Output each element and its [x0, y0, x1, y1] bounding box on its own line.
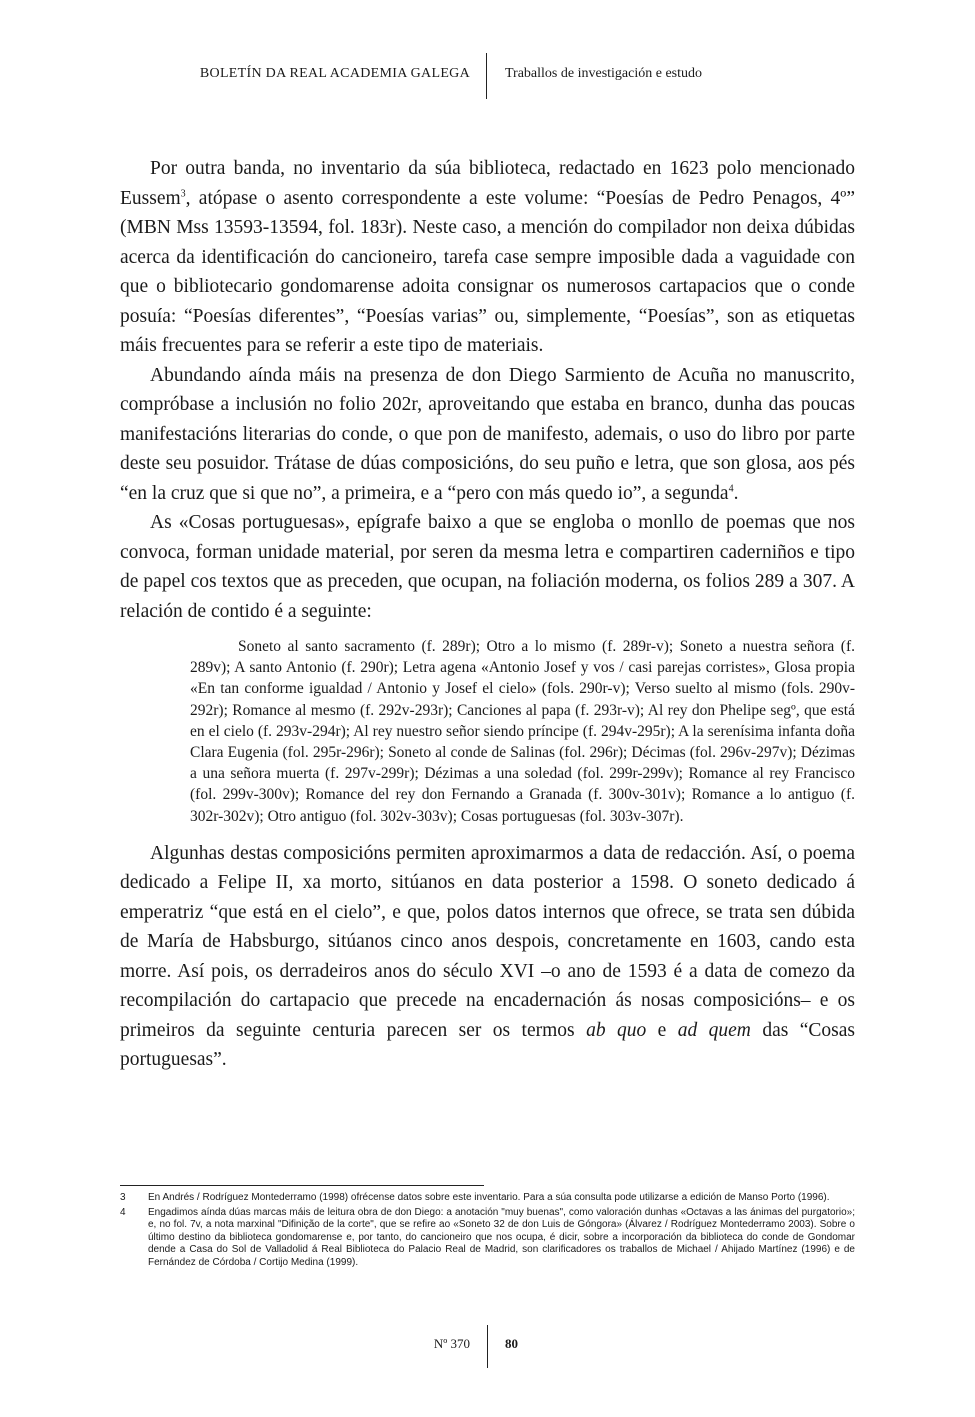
footnote-ref-4[interactable]: 4 [728, 483, 734, 494]
paragraph-1: Por outra banda, no inventario da súa biblioteca, redactado en 1623 polo mencionado Eussem$^3$, atópase o asento correspondente a este volume: “Poesías de Pedro Penagos, 4º” (MBN Mss 13593-13594, fol. 183r). Neste caso, a mención do compilador non deixa dúbidas acerca da identificación do cancioneiro, tarefa case sempre imposible dada a vaguidade con que o bibliotecario gondomarense adoita consignar os numerosos cartapacios que o conde posuía: “Poesías diferentes”, “Poesías varias” ou, simplemente, “Poesías”, son as etiquetas máis frecuentes para se referir a este tipo de materiais. [120, 158, 855, 356]
footnote-ref-3[interactable]: 3 [180, 188, 186, 199]
page-number: 80 [505, 1336, 518, 1351]
block-quote-contents: Soneto al santo sacramento (f. 289r); Otro a lo mismo (f. 289r-v); Soneto a nuestra señora (f. 289v); A santo Antonio (f. 290r); Letra agena «Antonio Josef y vos / casi parejas corristes», Glosa propia «En tan conforme igualdad / Antonio y Josef el cielo» (fols. 290r-v); Verso suelto al mismo (fols. 290v-292r); Romance al mesmo (f. 292v-293r); Canciones al papa (f. 293r-v); Al rey don Phelipe segº, que está en el cielo (f. 293v-294r); Al rey nuestro señor siendo príncipe (f. 294v-295r); A la serenísima infanta doña Clara Eugenia (fol. 295r-296r); Soneto al conde de Salinas (fol. 296r); Décimas (fol. 296v-297v); Dézimas a una señora muerta (f. 297v-299r); Dézimas a una soledad (fol. 299r-299v); Romance al rey Francisco (fol. 299v-300v); Romance del rey don Fernando a Granada (f. 300v-301v); Romance a lo antiguo (f. 302r-302v); Otro antiguo (fol. 302v-303v); Cosas portuguesas (fol. 303v-307r). [190, 638, 855, 825]
footnotes [120, 1192, 855, 1271]
journal-title: BOLETÍN DA REAL ACADEMIA GALEGA [199, 66, 470, 81]
footnote-text: Engadimos aínda dúas marcas máis de leitura obra de don Diego: a anotación "muy buenas", como valoración dunhas «Octavas a las ánimas del purgatorio»; e, no fol. 7v, a nota marxinal "Difinição de la corte", que se refire ao «Soneto 32 de don Luis de Góngora» (Álvarez / Rodríguez Montederramo 2003). Sobre o último destino da biblioteca gondomarense e, por tanto, do cancioneiro que nos ocupa, é dicir, sobre a incorporación da biblioteca do conde de Gondomar dende a Casa do Sol de Valladolid á Real Biblioteca do Palacio Real de Madrid, son clarificadores os traballos de Michael / Ahijado Martínez (1996) e de Fernández de Córdoba / Cortijo Medina (1999). [148, 1206, 855, 1268]
running-header [0, 50, 975, 100]
issue-number: Nº 370 [433, 1336, 470, 1351]
footnote-4 [120, 1207, 855, 1270]
running-footer [0, 1325, 975, 1370]
paragraph-4: Algunhas destas composicións permiten aproximarmos a data de redacción. Así, o poema dedicado a Felipe II, xa morto, sitúanos en data posterior a 1598. O soneto dedicado á emperatriz “que está en el cielo”, e que, polos datos internos que ofrece, se trata sen dúbida de María de Habsburgo, sitúanos cinco anos despois, concretamente en 1603, cando esta morre. Así pois, os derradeiros anos do século XVI –o ano de 1593 é a data de comezo da recompilación do cartapacio que precede na encadernación ás nosas composicións– e os primeiros da seguinte centuria parecen ser os termos ab quo e ad quem das “Cosas portuguesas”. [120, 842, 855, 1071]
footnote-number: 4 [120, 1206, 126, 1218]
footnote-3 [120, 1192, 855, 1205]
footnote-text: En Andrés / Rodríguez Montederramo (1998) ofrécense datos sobre este inventario. Para a súa consulta pode utilizarse a edición de Manso Porto (1996). [148, 1192, 830, 1203]
paragraph-2: Abundando aínda máis na presenza de don Diego Sarmiento de Acuña no manuscrito, compróbase a inclusión no folio 202r, aproveitando que estaba en branco, dunha das poucas manifestacións literarias do conde, o que pon de manifesto, ademais, o uso do libro por parte deste seu posuidor. Trátase de dúas composicións, do seu puño e letra, que son glosa, aos pés “en la cruz que si que no”, a primeira, e a “pero con más quedo io”, a segunda$^4$. [120, 364, 855, 504]
footer-divider [487, 1325, 488, 1368]
main-text [120, 154, 855, 1075]
footnote-number: 3 [120, 1192, 126, 1203]
section-title: Traballos de investigación e estudo [505, 66, 703, 81]
footnote-divider [120, 1185, 484, 1186]
paragraph-3: As «Cosas portuguesas», epígrafe baixo a que se engloba o monllo de poemas que nos convoca, forman unidade material, por seren da mesma letra e compartiren caderniños e tipo de papel cos textos que as preceden, que ocupan, na foliación moderna, os folios 289 a 307. A relación de contido é a seguinte: [120, 512, 855, 622]
header-divider [486, 53, 487, 99]
